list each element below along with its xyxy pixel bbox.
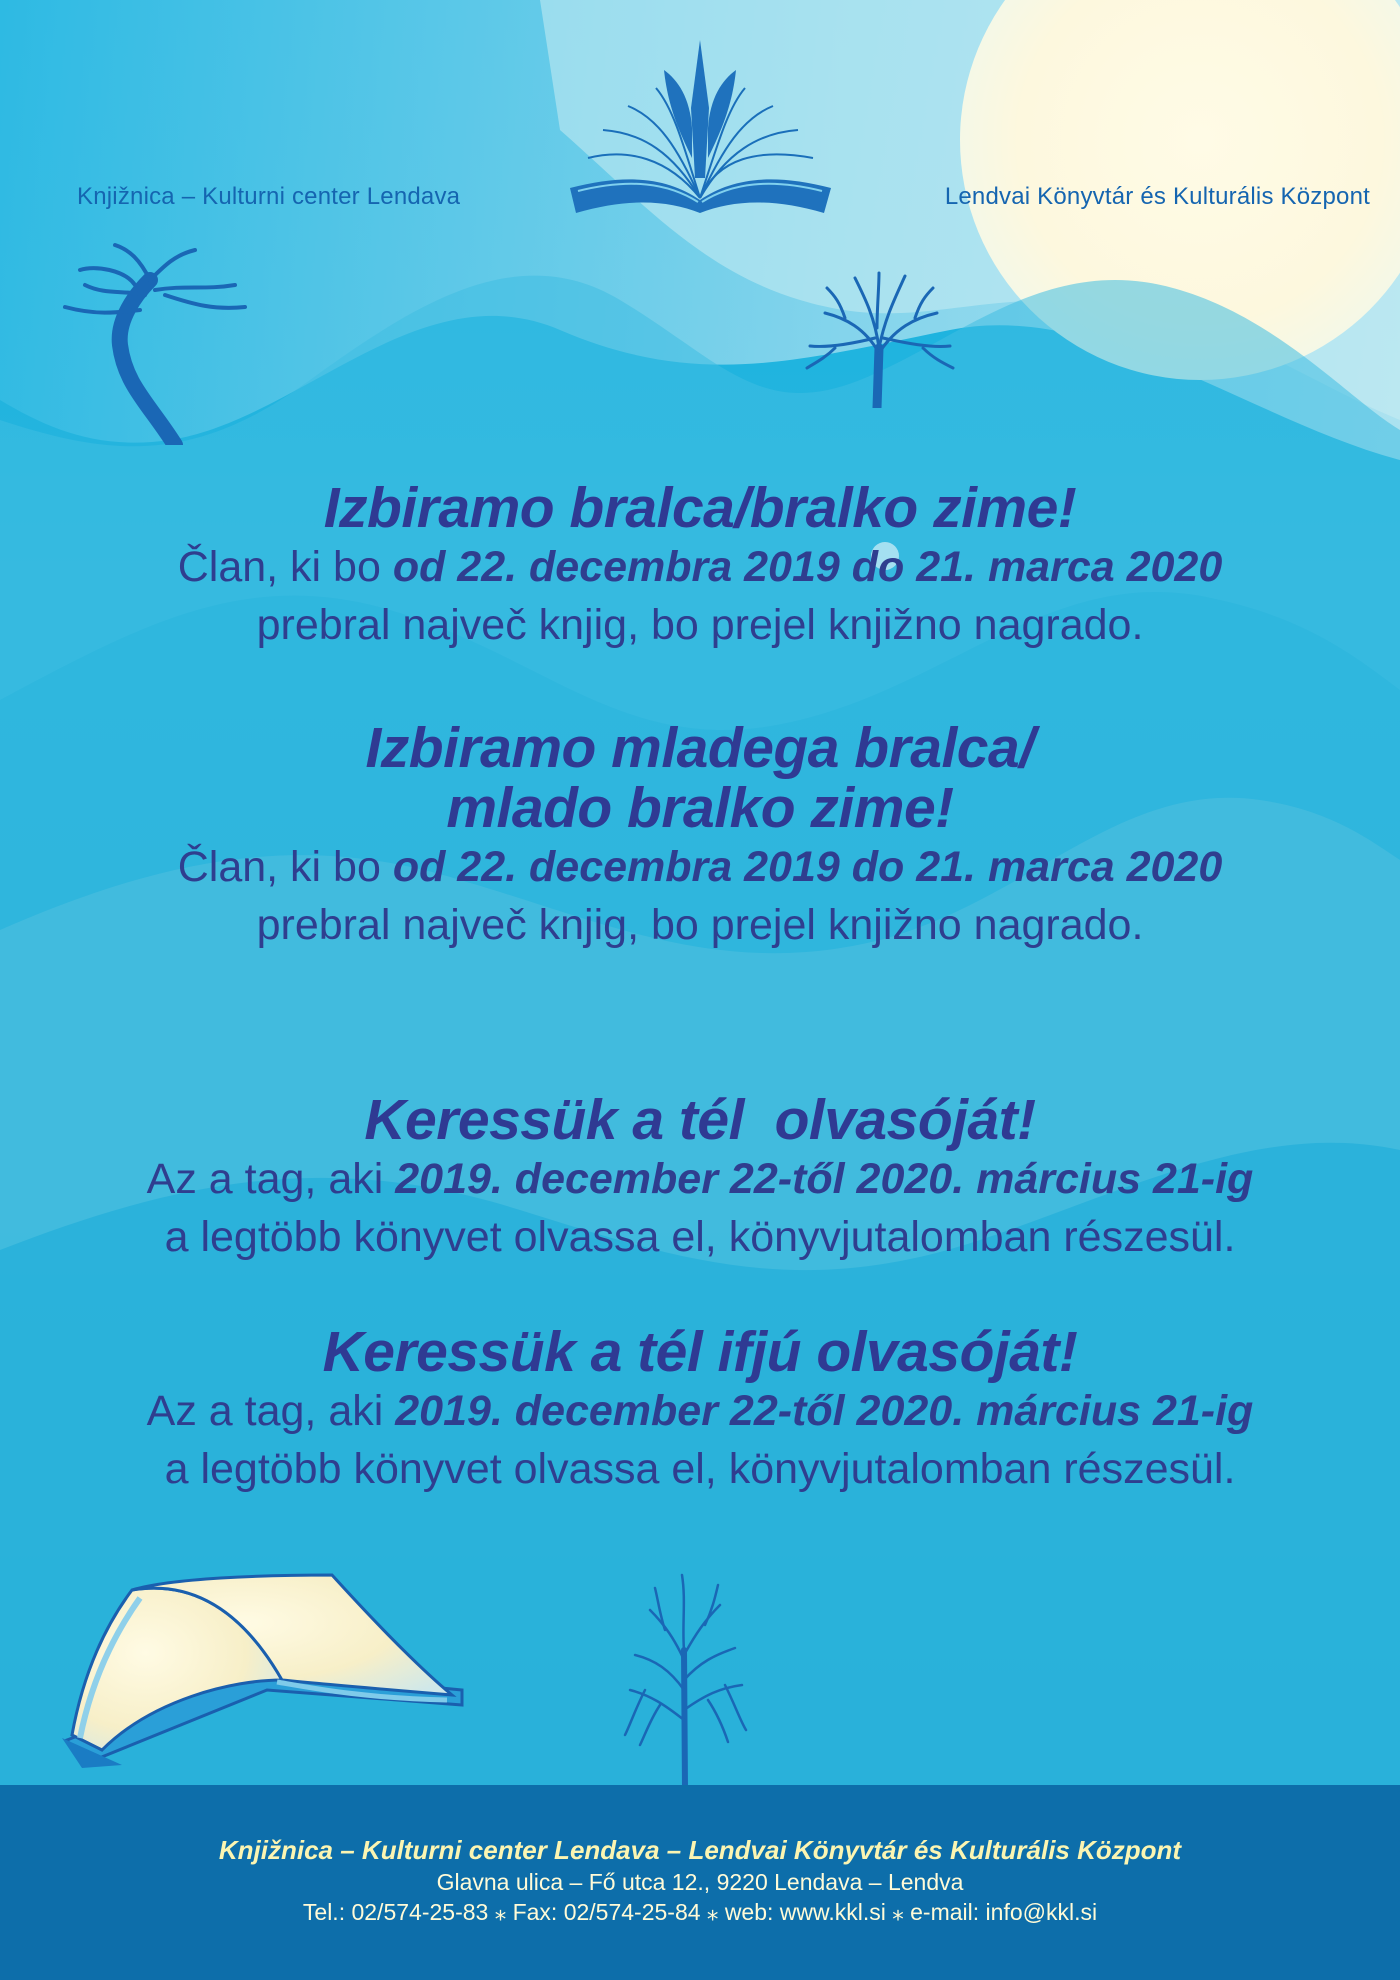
tree-icon: [620, 1570, 750, 1790]
footer-contact: Tel.: 02/574-25-83 ⁎ Fax: 02/574-25-84 ⁎ web: www.kkl.si ⁎ e-mail: info@kkl.si: [302, 1899, 1098, 1925]
section-heading: Keressük a tél olvasóját!: [364, 1088, 1036, 1152]
section-adult-hu: [0, 1090, 1400, 1266]
section-adult-sl: [0, 478, 1400, 654]
open-book-icon: [62, 1570, 472, 1770]
section-heading: mlado bralko zime!: [446, 776, 954, 840]
footer-address: Glavna ulica – Fő utca 12., 9220 Lendava – Lendva: [436, 1869, 964, 1895]
section-reward-line: prebral največ knjig, bo prejel knjižno nagrado.: [256, 601, 1144, 649]
tree-icon: [805, 268, 955, 408]
section-reward-line: prebral največ knjig, bo prejel knjižno nagrado.: [256, 901, 1144, 949]
book-logo-icon: [568, 38, 833, 213]
section-heading: Izbiramo mladega bralca/: [365, 716, 1035, 780]
section-period-line: Član, ki bo od 22. decembra 2019 do 21. marca 2020: [177, 843, 1223, 891]
section-period-line: Az a tag, aki 2019. december 22-től 2020. március 21-ig: [146, 1387, 1254, 1435]
section-youth-sl: [0, 718, 1400, 954]
footer-org-title: Knjižnica – Kulturni center Lendava – Lendvai Könyvtár és Kulturális Központ: [218, 1835, 1182, 1865]
org-name-slovene: Knjižnica – Kulturni center Lendava: [77, 183, 461, 210]
section-period-line: Az a tag, aki 2019. december 22-től 2020. március 21-ig: [146, 1155, 1254, 1203]
section-period-line: Član, ki bo od 22. decembra 2019 do 21. marca 2020: [177, 543, 1223, 591]
tree-icon: [55, 235, 255, 445]
section-heading: Keressük a tél ifjú olvasóját!: [322, 1320, 1078, 1384]
section-reward-line: a legtöbb könyvet olvassa el, könyvjutalomban részesül.: [164, 1213, 1236, 1261]
section-heading: Izbiramo bralca/bralko zime!: [323, 476, 1077, 540]
org-name-hungarian: Lendvai Könyvtár és Kulturális Központ: [944, 183, 1370, 210]
section-youth-hu: [0, 1322, 1400, 1498]
footer: [0, 1785, 1400, 1980]
section-reward-line: a legtöbb könyvet olvassa el, könyvjutalomban részesül.: [164, 1445, 1236, 1493]
